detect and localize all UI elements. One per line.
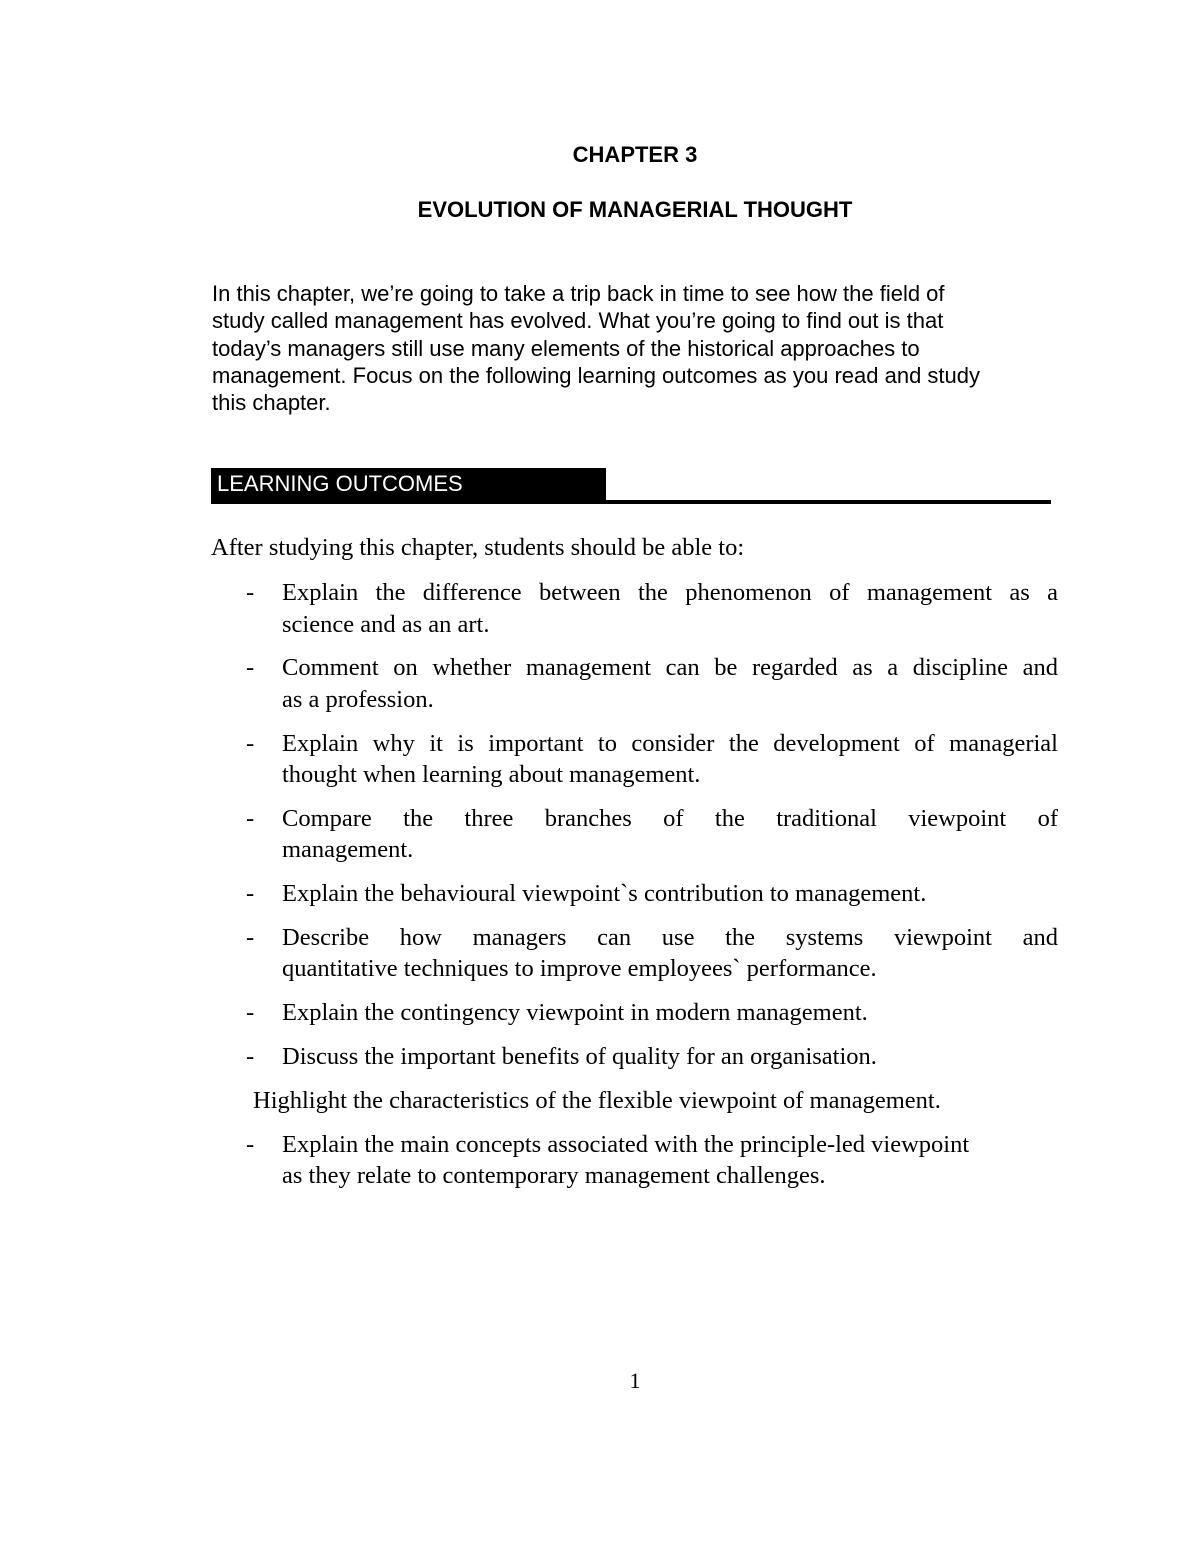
learning-outcomes-heading: LEARNING OUTCOMES — [217, 471, 463, 496]
list-item-line: science and as an art. — [282, 610, 490, 638]
learning-outcomes-banner — [211, 468, 606, 502]
list-item-line: Discuss the important benefits of quality for an organisation. — [282, 1043, 877, 1071]
list-item — [246, 1129, 1066, 1192]
list-item — [246, 803, 1066, 866]
section-rule — [211, 500, 1051, 504]
outcomes-stem: After studying this chapter, students should be able to: — [211, 534, 745, 561]
list-item — [246, 577, 1066, 640]
list-item-line: Describe how managers can use the systems viewpoint and — [282, 923, 1058, 951]
list-item — [253, 1085, 1066, 1117]
intro-paragraph — [212, 280, 1072, 416]
intro-line: today’s managers still use many elements of the historical approaches to — [212, 335, 920, 361]
intro-line: study called management has evolved. What you’re going to find out is that — [212, 308, 944, 334]
list-item — [246, 1041, 1066, 1073]
bullet-dash: - — [246, 729, 255, 757]
list-item — [246, 922, 1066, 985]
bullet-dash: - — [246, 1043, 255, 1071]
bullet-dash: - — [246, 880, 255, 908]
list-item-line: thought when learning about management. — [282, 761, 701, 789]
list-item-line: Explain the main concepts associated with the principle-led viewpoint — [282, 1130, 970, 1158]
outcomes-list — [246, 577, 1066, 1204]
page-number: 1 — [629, 1368, 641, 1393]
list-item — [246, 652, 1066, 715]
bullet-dash: - — [246, 804, 255, 832]
list-item-line: Explain the contingency viewpoint in modern management. — [282, 999, 868, 1027]
intro-line: this chapter. — [212, 390, 331, 416]
list-item-line: Explain why it is important to consider the development of managerial — [282, 729, 1058, 757]
list-item-line: Explain the difference between the phenomenon of management as a — [282, 579, 1058, 606]
list-item — [246, 878, 1066, 910]
bullet-dash: - — [246, 1130, 255, 1158]
chapter-label: CHAPTER 3 — [572, 142, 698, 167]
list-item — [246, 997, 1066, 1029]
bullet-dash: - — [246, 999, 255, 1027]
list-item-line: as they relate to contemporary management challenges. — [282, 1162, 826, 1190]
list-item — [246, 728, 1066, 791]
chapter-title: EVOLUTION OF MANAGERIAL THOUGHT — [417, 197, 853, 222]
list-item-line: as a profession. — [282, 685, 434, 713]
list-item-line: Comment on whether management can be regarded as a discipline and — [282, 654, 1058, 682]
bullet-dash: - — [246, 654, 255, 682]
bullet-dash: - — [246, 923, 255, 951]
bullet-dash: - — [246, 579, 255, 606]
list-item-line: management. — [282, 836, 414, 864]
list-item-line: Explain the behavioural viewpoint`s contribution to management. — [282, 880, 927, 908]
list-item-line: Highlight the characteristics of the flexible viewpoint of management. — [253, 1086, 941, 1114]
intro-line: In this chapter, we’re going to take a trip back in time to see how the field of — [212, 281, 945, 306]
list-item-line: Compare the three branches of the traditional viewpoint of — [282, 804, 1058, 832]
list-item-line: quantitative techniques to improve employees` performance. — [282, 955, 877, 983]
intro-line: management. Focus on the following learning outcomes as you read and study — [212, 362, 981, 388]
